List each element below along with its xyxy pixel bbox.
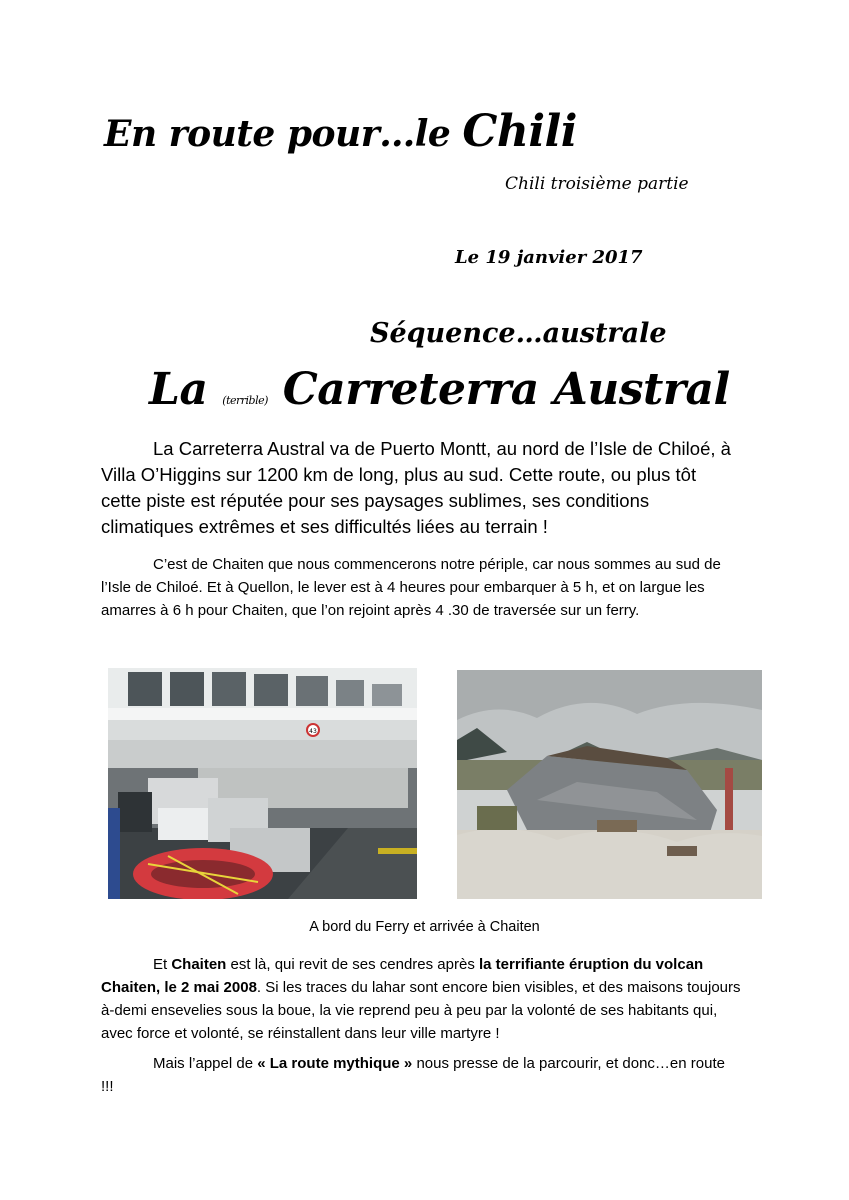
text-span: est là, qui revit de ses cendres après [226,956,479,973]
title-prefix: En route pour…le [104,113,463,155]
text-span: nous presse de la parcourir, et donc…en route !!! [101,1055,725,1095]
route-mythique-bold: « La route mythique » [257,1055,413,1072]
sequence-heading: Séquence…australe [370,318,667,349]
text-span: Mais l’appel de [153,1055,258,1072]
eruption-bold: la terrifiante éruption du volcan Chaiten, le 2 mai 2008 [101,956,704,996]
ferry-photo [108,668,417,899]
chaiten-bold: Chaiten [171,956,227,973]
chaiten-paragraph [101,953,741,1045]
document-title [104,106,577,157]
section-headline [149,364,730,415]
photo-caption: A bord du Ferry et arrivée à Chaiten [309,919,540,935]
headline-road: Carreterra Austral [282,364,730,415]
journey-paragraph: C’est de Chaiten que nous commencerons notre périple, car nous sommes au sud de l’Isle de Chiloé. Et à Quellon, le lever est à 4 heures pour embarquer à 5 h, et on largue les amarres à 6 h pour Chaiten, que l’on rejoint après 4 .30 de traversée sur un ferry. [101,556,721,619]
title-country: Chili [462,106,577,157]
headline-aside: (terrible) [222,394,268,407]
document-date: Le 19 janvier 2017 [455,247,643,268]
closing-paragraph [101,1052,741,1098]
ferry-sign-number: 43 [309,728,317,735]
chaiten-ruin-photo [457,670,762,899]
headline-la: La [149,364,208,415]
document-subtitle: Chili troisième partie [505,174,689,194]
text-span: . Si les traces du lahar sont encore bien visibles, et des maisons toujours à-demi ensevelies sous la boue, la vie reprend peu à peu par la volonté de ses habitants qui, avec force et volonté, se réinstallent dans leur ville martyre ! [101,979,741,1042]
text-span: Et [153,956,172,973]
intro-paragraph: La Carreterra Austral va de Puerto Montt, au nord de l’Isle de Chiloé, à Villa O’Higgins sur 1200 km de long, plus au sud. Cette route, ou plus tôt cette piste est réputée pour ses paysages sublimes, ses conditions climatiques extrêmes et ses difficultés liées au terrain ! [101,438,731,537]
